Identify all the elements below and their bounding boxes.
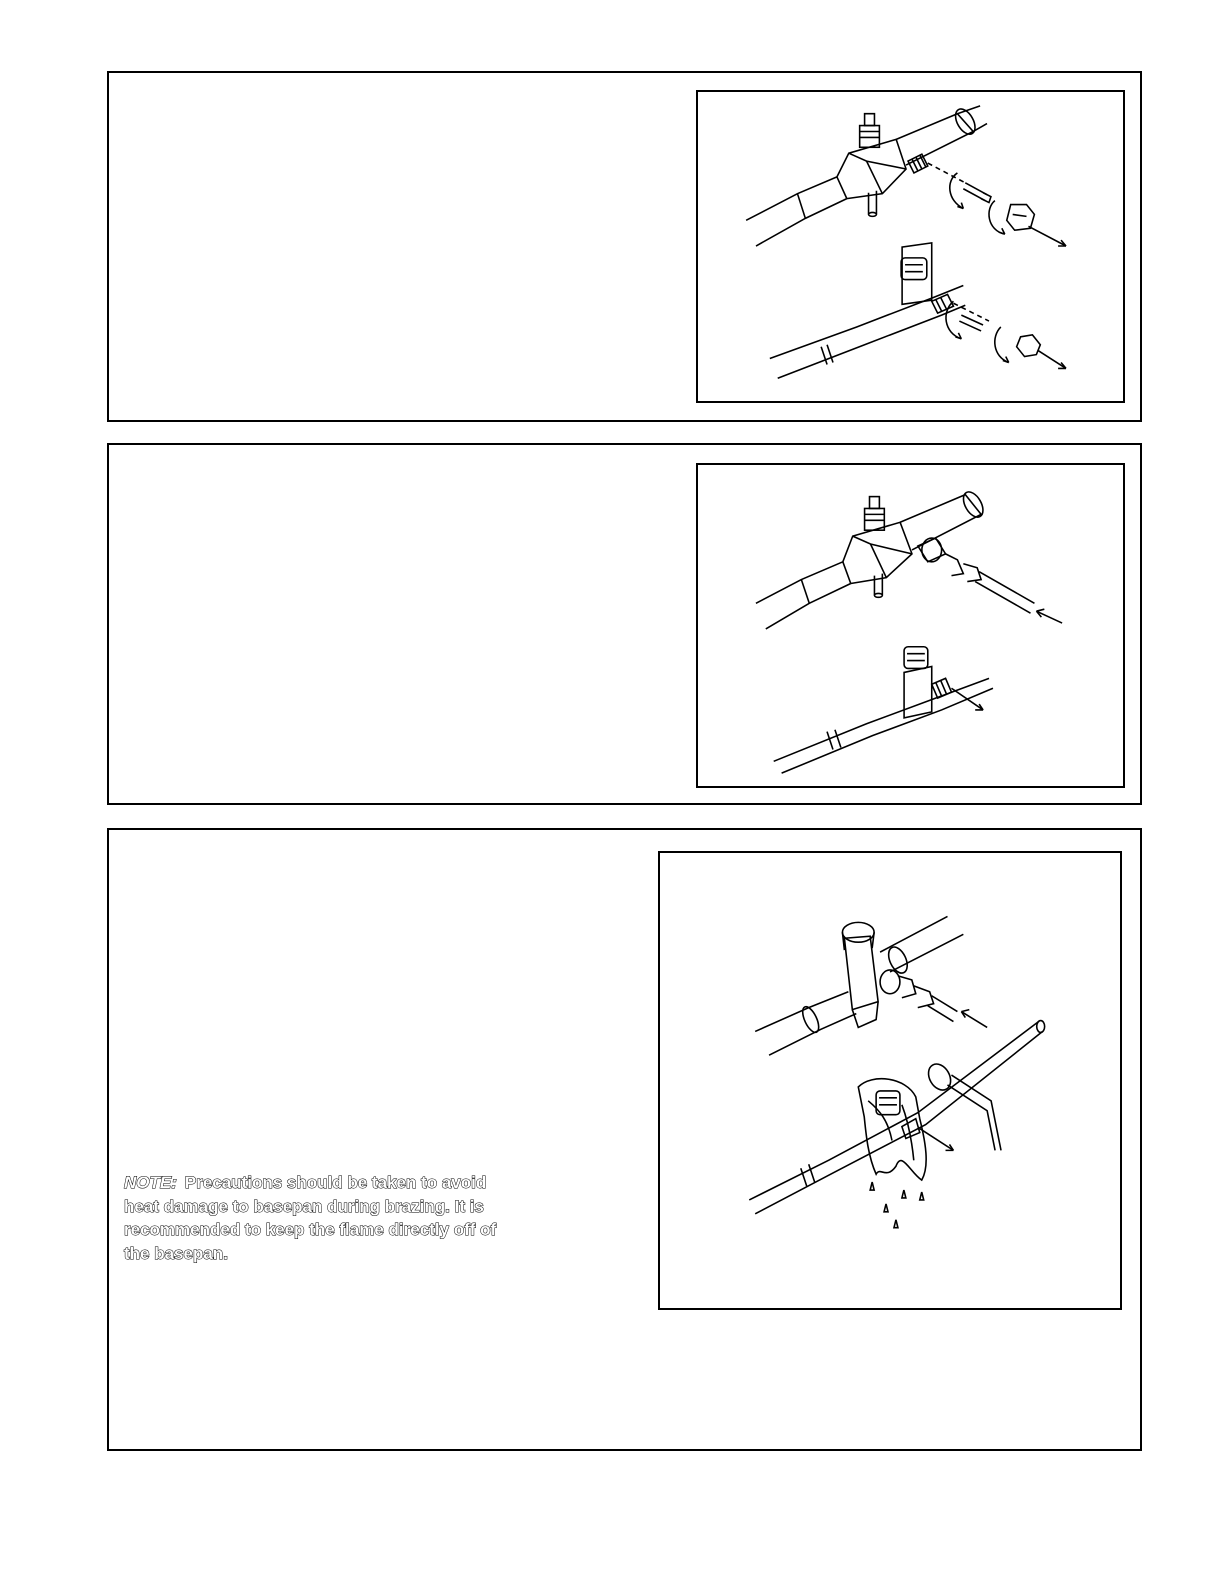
note-text-1: Precautions should be taken to avoid bbox=[184, 1173, 487, 1192]
brazing-with-wet-rag-illustration-icon bbox=[660, 853, 1120, 1308]
figure-brazing bbox=[658, 851, 1122, 1310]
panel-step-2 bbox=[107, 443, 1142, 805]
note-line-1 bbox=[124, 1171, 544, 1195]
note-line-3: recommended to keep the flame directly off of bbox=[124, 1220, 497, 1239]
note-label: NOTE: bbox=[124, 1173, 177, 1192]
brazing-note bbox=[124, 1171, 544, 1265]
figure-nitrogen-flow bbox=[696, 463, 1125, 788]
figure-valve-core-removal bbox=[696, 90, 1125, 403]
note-line-4: the basepan. bbox=[124, 1243, 228, 1263]
nitrogen-flow-connection-illustration-icon bbox=[698, 465, 1123, 786]
valve-core-removal-illustration-icon bbox=[698, 92, 1123, 401]
panel-step-3 bbox=[107, 828, 1142, 1451]
panel-step-1 bbox=[107, 71, 1142, 422]
note-line-2: heat damage to basepan during brazing. It is bbox=[124, 1196, 484, 1216]
